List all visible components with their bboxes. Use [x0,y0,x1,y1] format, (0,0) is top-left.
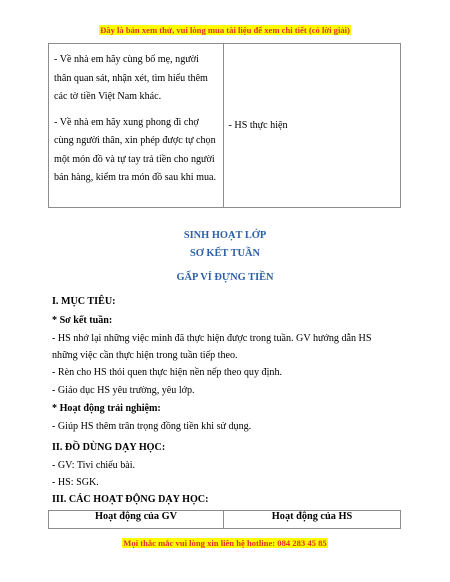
week-summary-item: những việc cần thực hiện trong tuần tiếp theo. [52,350,238,361]
student-activity-header: Hoạt động của HS [224,511,401,529]
hotline-banner: Mọi thắc mắc vui lòng xin liên hệ hotline: 084 283 45 85 [123,538,327,548]
materials-item: - GV: Tivi chiếu bài. [52,460,136,471]
student-activity-text: - HS thực hiện [228,120,288,131]
week-summary-item: - Rèn cho HS thói quen thực hiện nền nếp theo quy định. [52,367,283,378]
materials-item: - HS: SGK. [52,477,99,488]
teacher-activity-header: Hoạt động của GV [49,511,224,529]
week-summary-heading: * Sơ kết tuần: [52,315,113,326]
lesson-subtitle: SƠ KẾT TUẦN [189,248,261,259]
lesson-topic: GẤP VÍ ĐỰNG TIỀN [176,272,274,283]
week-summary-item: - HS nhớ lại những việc mình đã thực hiện được trong tuần. GV hướng dẫn HS [52,333,372,344]
activity-table-continued [48,43,401,208]
experience-item: - Giúp HS thêm trân trọng đồng tiền khi sử dụng. [52,421,252,432]
activities-table [48,510,401,529]
teacher-activity-line: - Về nhà em hãy xung phong đi chợ cùng người thân, xin phép được tự chọn một món đồ và tự tay trả tiền cho người bán hàng, kiểm tra món đồ sau khi mua. [54,116,217,183]
teacher-activity-cell [49,44,224,208]
week-summary-item: - Giáo dục HS yêu trường, yêu lớp. [52,385,195,396]
teacher-activity-line: - Về nhà em hãy cùng bố mẹ, người thân quan sát, nhận xét, tìm hiểu thêm các tờ tiền Việt Nam khác. [54,54,208,102]
experience-heading: * Hoạt động trải nghiệm: [52,403,161,414]
materials-heading: II. ĐỒ DÙNG DẠY HỌC: [52,442,166,453]
lesson-title: SINH HOẠT LỚP [183,230,267,241]
preview-banner: Đây là bản xem thử, vui lòng mua tài liệu để xem chi tiết (có lời giải) [100,25,350,35]
objectives-heading: I. MỤC TIÊU: [52,296,116,307]
student-activity-cell [223,44,400,208]
activities-heading: III. CÁC HOẠT ĐỘNG DẠY HỌC: [52,494,209,505]
